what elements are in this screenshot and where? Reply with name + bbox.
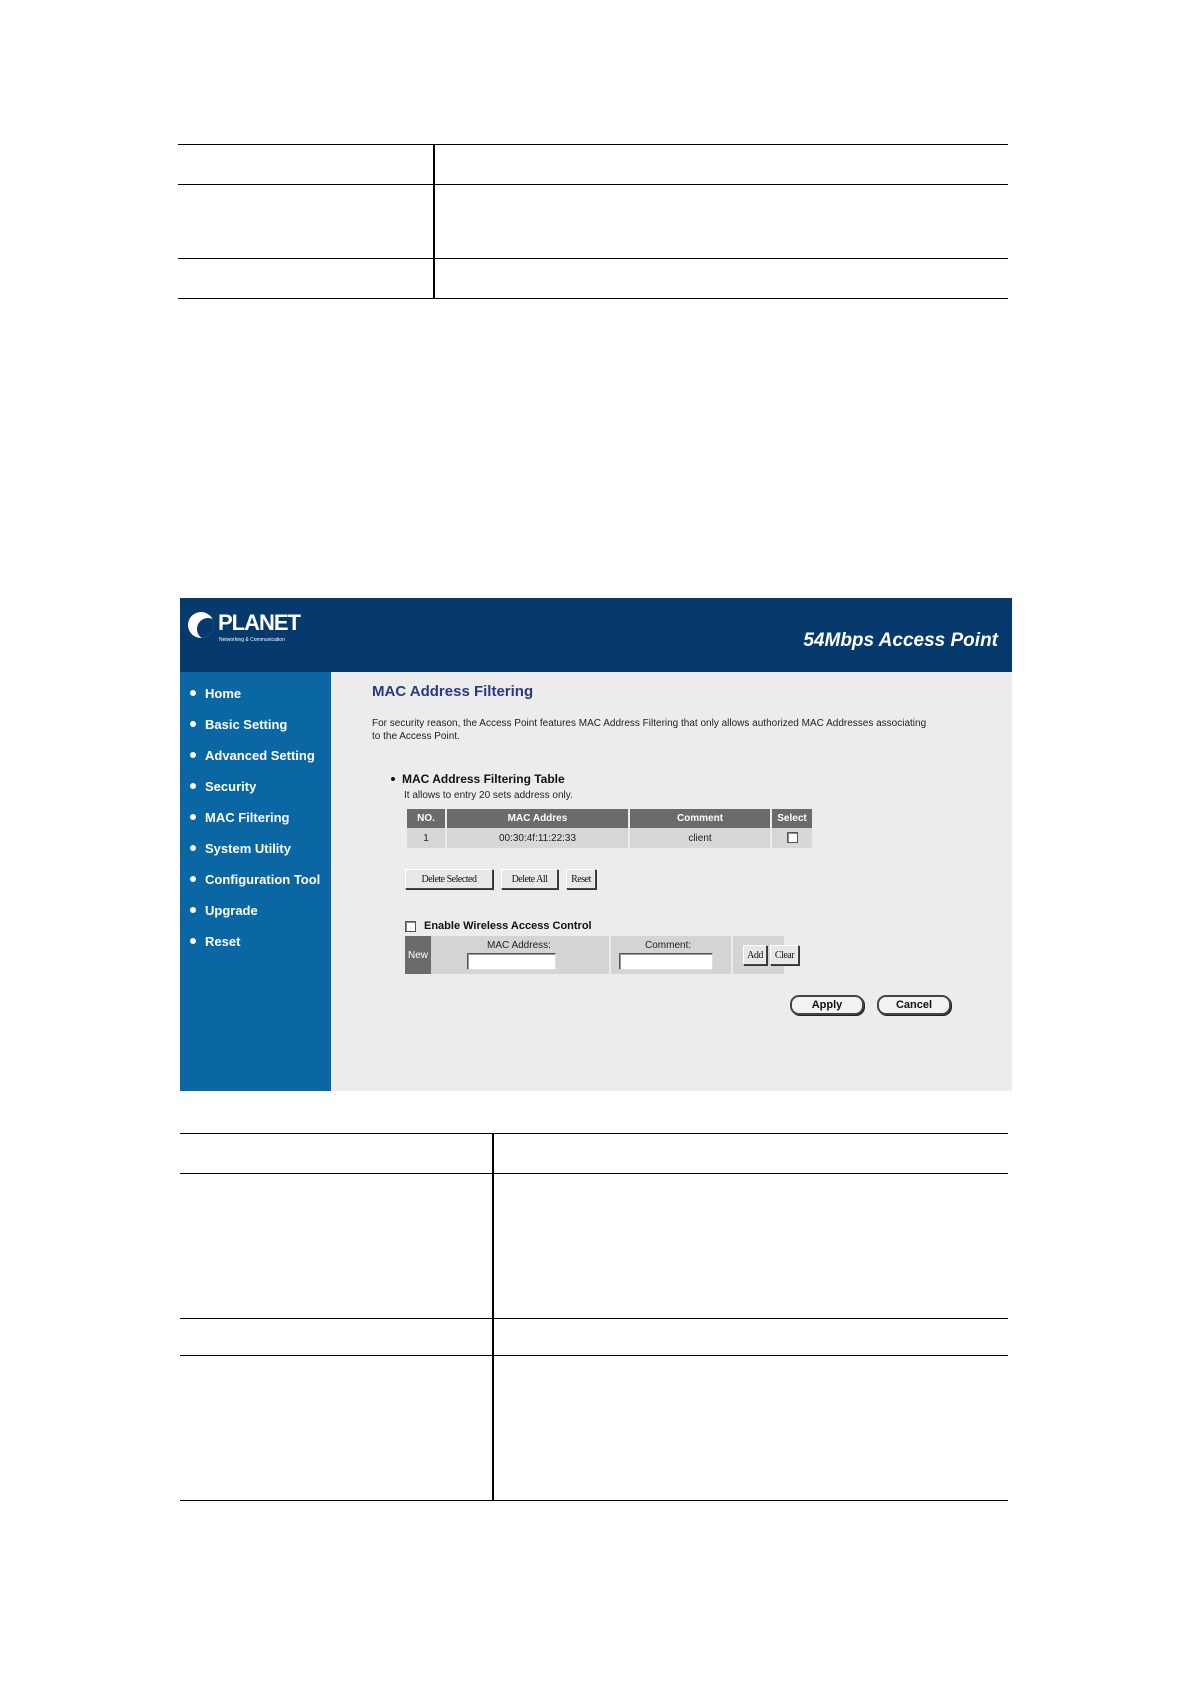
sidebar-item-label: Reset xyxy=(205,933,241,949)
apply-button[interactable]: Apply xyxy=(790,995,864,1015)
column-header: NO. xyxy=(407,809,445,828)
column-header: Comment xyxy=(630,809,770,828)
mac-filter-table xyxy=(405,809,814,848)
bullet-icon xyxy=(190,938,196,944)
divider xyxy=(609,936,611,974)
cell-comment: client xyxy=(630,828,770,848)
sidebar-item-label: Basic Setting xyxy=(205,716,288,732)
sidebar-item-configuration-tool[interactable] xyxy=(190,869,320,889)
column-header: Select xyxy=(772,809,812,828)
bullet-icon xyxy=(190,752,196,758)
sidebar-item-label: Upgrade xyxy=(205,902,258,918)
doc-cell xyxy=(493,1134,1008,1174)
doc-cell xyxy=(180,1134,493,1174)
doc-cell xyxy=(434,185,1008,259)
logo-tagline: Networking & Communication xyxy=(219,637,285,643)
mac-address-input[interactable] xyxy=(467,953,556,970)
sidebar-item-mac-filtering[interactable] xyxy=(190,807,290,827)
sidebar-item-label: Security xyxy=(205,778,257,794)
enable-access-control-label: Enable Wireless Access Control xyxy=(424,920,592,932)
doc-cell xyxy=(434,259,1008,299)
sidebar-item-advanced-setting[interactable] xyxy=(190,745,315,765)
doc-cell xyxy=(180,1174,493,1319)
main-content xyxy=(331,672,1012,1091)
logo-text: PLANET xyxy=(218,610,300,635)
sidebar-item-label: Advanced Setting xyxy=(205,747,315,763)
table-note: It allows to entry 20 sets address only. xyxy=(404,790,573,801)
header-bar xyxy=(180,598,1012,672)
page-description: For security reason, the Access Point features MAC Address Filtering that only allows authorized MAC Addresses associating to the Access Point. xyxy=(372,718,927,742)
table-heading xyxy=(391,772,565,786)
bullet-icon xyxy=(190,721,196,727)
cell-no: 1 xyxy=(407,828,445,848)
bullet-icon xyxy=(190,876,196,882)
sidebar-item-security[interactable] xyxy=(190,776,256,796)
delete-all-button[interactable]: Delete All xyxy=(501,869,558,889)
bullet-icon xyxy=(190,690,196,696)
enable-access-control-checkbox[interactable] xyxy=(405,921,416,932)
sidebar-item-label: Configuration Tool xyxy=(205,871,321,887)
delete-selected-button[interactable]: Delete Selected xyxy=(405,869,493,889)
doc-cell xyxy=(434,145,1008,185)
doc-cell xyxy=(493,1319,1008,1356)
table-heading-label: MAC Address Filtering Table xyxy=(402,772,565,786)
reset-button[interactable]: Reset xyxy=(566,869,596,889)
select-checkbox[interactable] xyxy=(787,832,798,843)
bullet-icon xyxy=(190,845,196,851)
doc-table-bottom xyxy=(180,1133,1008,1501)
doc-table-top xyxy=(178,144,1008,299)
table-header-row xyxy=(407,809,812,828)
sidebar-item-reset[interactable] xyxy=(190,931,240,951)
cell-select xyxy=(772,828,812,848)
page-title: MAC Address Filtering xyxy=(372,683,534,700)
bullet-icon xyxy=(190,783,196,789)
bullet-icon xyxy=(190,814,196,820)
doc-cell xyxy=(178,145,434,185)
column-header: MAC Addres xyxy=(447,809,628,828)
clear-button[interactable]: Clear xyxy=(770,945,799,965)
router-ui-screenshot xyxy=(180,598,1012,1091)
cancel-button[interactable]: Cancel xyxy=(877,995,951,1015)
sidebar xyxy=(180,672,331,1091)
cell-mac: 00:30:4f:11:22:33 xyxy=(447,828,628,848)
sidebar-item-label: Home xyxy=(205,685,242,701)
product-name: 54Mbps Access Point xyxy=(803,630,998,651)
logo-icon xyxy=(188,612,214,638)
sidebar-item-home[interactable] xyxy=(190,683,241,703)
doc-cell xyxy=(178,185,434,259)
bullet-icon xyxy=(391,777,395,781)
sidebar-item-upgrade[interactable] xyxy=(190,900,258,920)
comment-input[interactable] xyxy=(619,953,713,970)
new-label: New xyxy=(405,936,431,974)
comment-label: Comment: xyxy=(645,940,692,951)
doc-cell xyxy=(180,1356,493,1501)
sidebar-item-system-utility[interactable] xyxy=(190,838,291,858)
doc-cell xyxy=(178,259,434,299)
sidebar-item-label: MAC Filtering xyxy=(205,809,290,825)
sidebar-item-basic-setting[interactable] xyxy=(190,714,287,734)
divider xyxy=(731,936,733,974)
bullet-icon xyxy=(190,907,196,913)
doc-cell xyxy=(180,1319,493,1356)
planet-logo xyxy=(188,610,308,656)
mac-address-label: MAC Address: xyxy=(487,940,551,951)
doc-cell xyxy=(493,1356,1008,1501)
table-row xyxy=(407,828,812,848)
sidebar-item-label: System Utility xyxy=(205,840,291,856)
new-entry-row xyxy=(405,936,795,974)
add-button[interactable]: Add xyxy=(743,945,767,965)
enable-access-control xyxy=(405,920,592,932)
doc-cell xyxy=(493,1174,1008,1319)
